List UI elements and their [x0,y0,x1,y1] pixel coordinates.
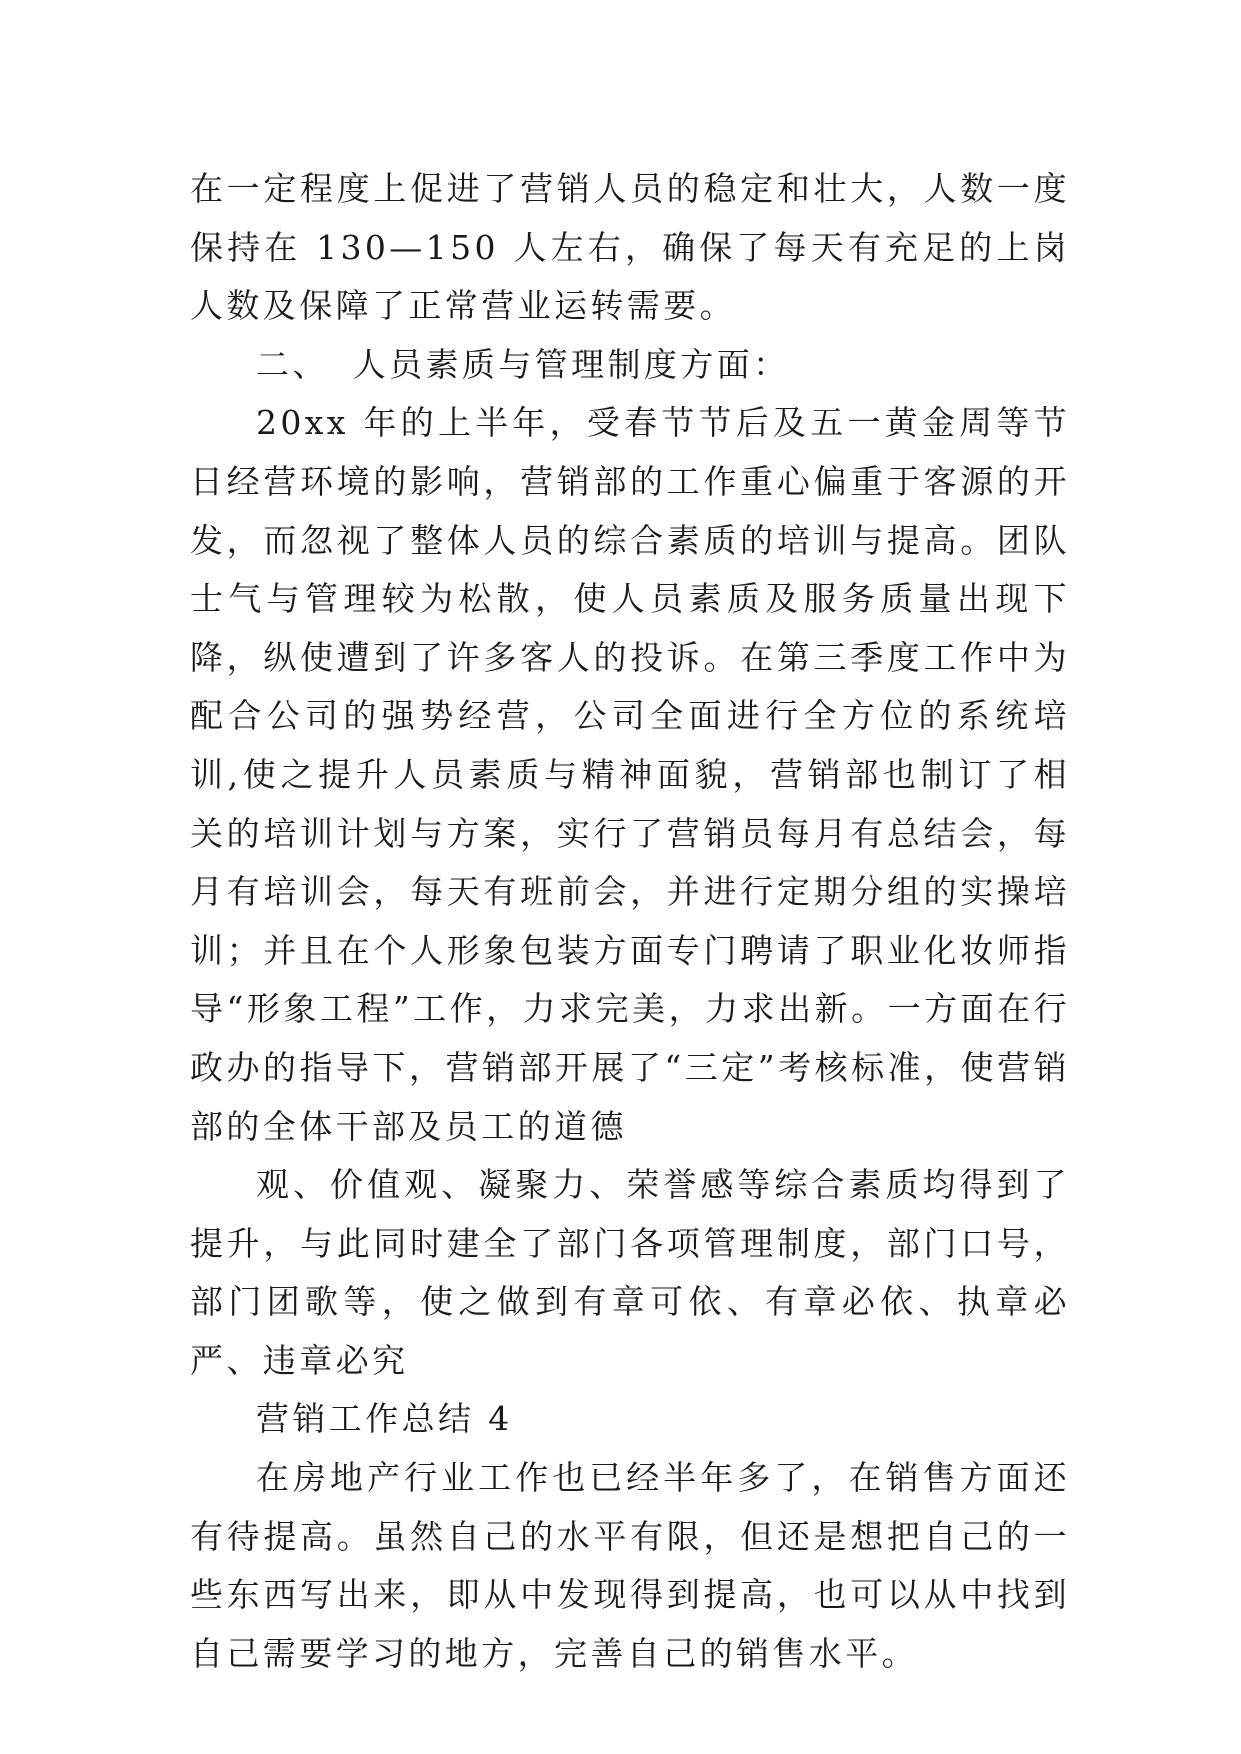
section-heading-personnel-quality: 二、 人员素质与管理制度方面： [256,344,790,384]
paragraph-first-half-year: 20xx 年的上半年，受春节节后及五一黄金周等节日经营环境的影响，营销部的工作重心偏重于客源的开发，而忽视了整体人员的综合素质的培训与提高。团队士气与管理较为松散，使人员素质及服务质量出现下降，纵使遭到了许多客人的投诉。在第三季度工作中为配合公司的强势经营，公司全面进行全方位的系统培训,使之提升人员素质与精神面貌，营销部也制订了相关的培训计划与方案，实行了营销员每月有总结会，每月有培训会，每天有班前会，并进行定期分组的实操培训；并且在个人形象包装方面专门聘请了职业化妆师指导“形象工程”工作，力求完美，力求出新。一方面在行政办的指导下，营销部开展了“三定”考核标准，使营销部的全体干部及员工的道德 [190,403,1070,1146]
paragraph-values-improvement: 观、价值观、凝聚力、荣誉感等综合素质均得到了提升，与此同时建全了部门各项管理制度，部门口号，部门团歌等，使之做到有章可依、有章必依、执章必严、违章必究 [190,1165,1070,1380]
paragraph-continuation: 在一定程度上促进了营销人员的稳定和壮大，人数一度保持在 130—150 人左右，确保了每天有充足的上岗人数及保障了正常营业运转需要。 [190,169,1070,326]
document-body [190,160,1070,1683]
paragraph-real-estate-work: 在房地产行业工作也已经半年多了，在销售方面还有待提高。虽然自己的水平有限，但还是想把自己的一些东西写出来，即从中发现得到提高，也可以从中找到自己需要学习的地方，完善自己的销售水平。 [190,1458,1070,1673]
section-title-marketing-summary-4: 营销工作总结 4 [256,1399,513,1439]
